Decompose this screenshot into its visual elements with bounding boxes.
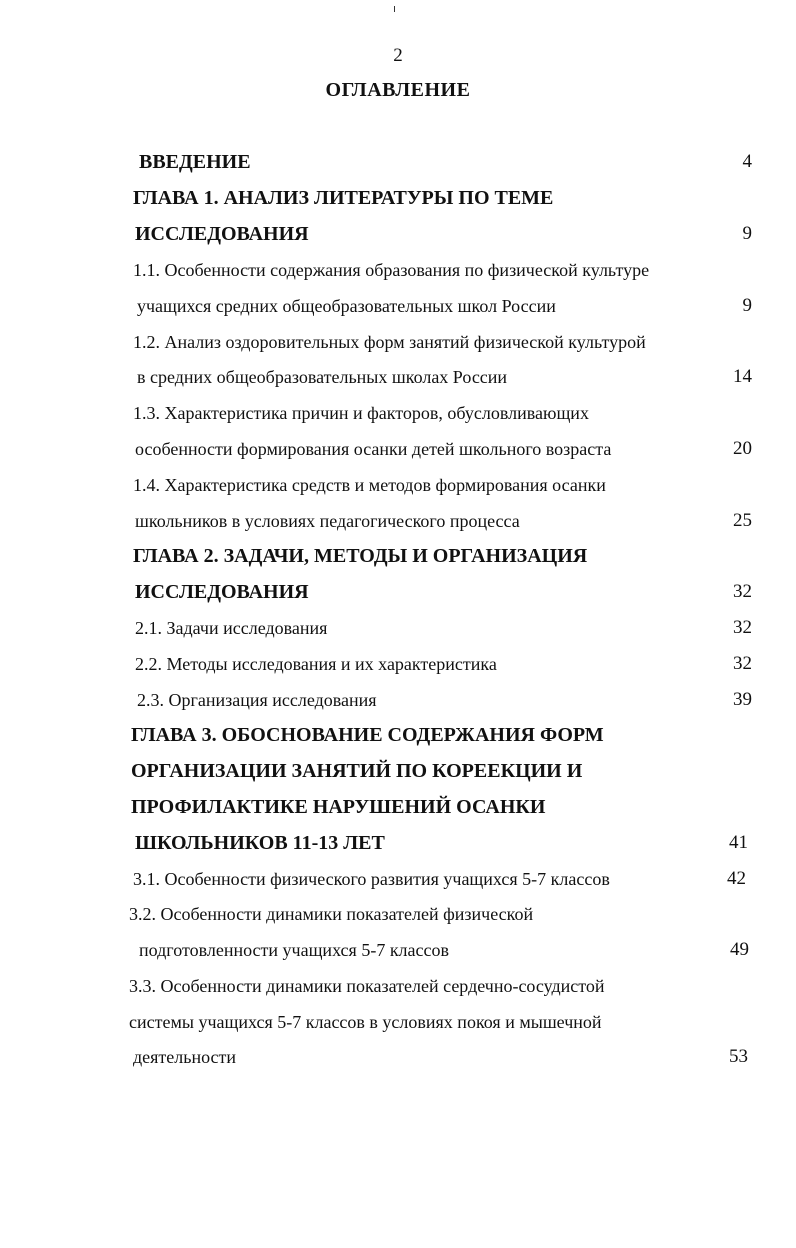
toc-entry-chapter-1[interactable]: ГЛАВА 1. АНАЛИЗ ЛИТЕРАТУРЫ ПО ТЕМЕ [133,187,554,209]
scan-mark [394,6,395,12]
toc-entry-chapter-3[interactable]: ГЛАВА 3. ОБОСНОВАНИЕ СОДЕРЖАНИЯ ФОРМ [131,724,604,746]
toc-page-number: 32 [733,653,752,674]
toc-entry-section-1-4[interactable]: 1.4. Характеристика средств и методов формирования осанки [133,475,606,495]
toc-page-number: 20 [733,438,752,459]
toc-entry-section-3-3[interactable]: 3.3. Особенности динамики показателей сердечно-сосудистой [129,976,605,996]
toc-page-number: 42 [727,868,746,889]
toc-page-number: 32 [733,581,752,602]
page-title: ОГЛАВЛЕНИЕ [325,79,471,101]
toc-entry-section-1-3-cont[interactable]: особенности формирования осанки детей школьного возраста [135,439,612,459]
page-number: 2 [393,45,403,66]
toc-entry-chapter-3-cont[interactable]: ПРОФИЛАКТИКЕ НАРУШЕНИЙ ОСАНКИ [131,796,546,818]
toc-page-number: 4 [742,151,752,172]
toc-page-number: 9 [742,295,752,316]
toc-page-number: 14 [733,366,752,387]
toc-page-number: 9 [742,223,752,244]
toc-page-number: 39 [733,689,752,710]
toc-entry-chapter-2[interactable]: ГЛАВА 2. ЗАДАЧИ, МЕТОДЫ И ОРГАНИЗАЦИЯ [133,545,588,567]
toc-entry-section-1-4-cont[interactable]: школьников в условиях педагогического процесса [135,511,520,531]
toc-entry-section-3-1[interactable]: 3.1. Особенности физического развития учащихся 5-7 классов [133,869,610,889]
toc-entry-section-1-1[interactable]: 1.1. Особенности содержания образования по физической культуре [133,260,650,280]
toc-entry-section-1-2[interactable]: 1.2. Анализ оздоровительных форм занятий физической культурой [133,332,646,352]
toc-entry-section-1-1-cont[interactable]: учащихся средних общеобразовательных школ России [137,296,556,316]
toc-entry-section-2-1[interactable]: 2.1. Задачи исследования [135,618,328,638]
toc-entry-section-3-3-cont[interactable]: системы учащихся 5-7 классов в условиях покоя и мышечной [129,1012,602,1032]
toc-page-number: 41 [729,832,748,853]
toc-entry-section-2-2[interactable]: 2.2. Методы исследования и их характеристика [135,654,497,674]
toc-entry-section-3-2-cont[interactable]: подготовленности учащихся 5-7 классов [139,940,450,960]
toc-entry-section-1-2-cont[interactable]: в средних общеобразовательных школах России [137,367,508,387]
toc-entry-section-3-3-cont[interactable]: деятельности [133,1047,237,1067]
toc-entry-introduction[interactable]: ВВЕДЕНИЕ [139,151,251,173]
toc-page-number: 32 [733,617,752,638]
toc-entry-chapter-1-cont[interactable]: ИССЛЕДОВАНИЯ [135,223,309,245]
toc-page-number: 53 [729,1046,748,1067]
toc-entry-section-1-3[interactable]: 1.3. Характеристика причин и факторов, обусловливающих [133,403,589,423]
toc-entry-chapter-3-cont[interactable]: ОРГАНИЗАЦИИ ЗАНЯТИЙ ПО КОРЕЕКЦИИ И [131,760,583,782]
toc-entry-section-3-2[interactable]: 3.2. Особенности динамики показателей физической [129,904,534,924]
toc-entry-section-2-3[interactable]: 2.3. Организация исследования [137,690,377,710]
toc-page-number: 49 [730,939,749,960]
toc-page-number: 25 [733,510,752,531]
toc-entry-chapter-3-cont[interactable]: ШКОЛЬНИКОВ 11-13 ЛЕТ [135,832,385,854]
toc-entry-chapter-2-cont[interactable]: ИССЛЕДОВАНИЯ [135,581,309,603]
